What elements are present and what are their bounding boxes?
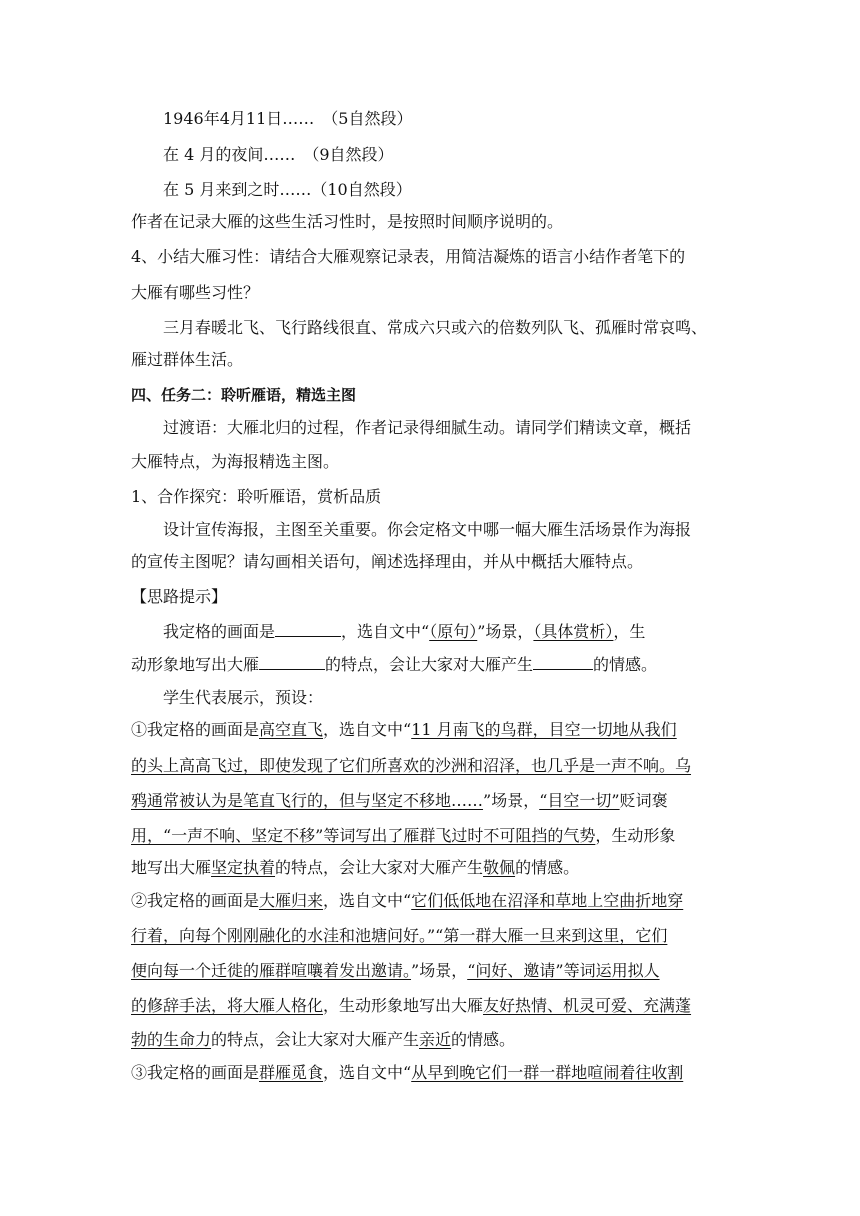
subheading: 1、合作探究：聆听雁语，赏析品质	[131, 487, 382, 506]
section-heading: 四、任务二：聆听雁语，精选主图	[131, 386, 357, 404]
example-2-cont: 便向每一个迁徙的雁群喧嚷着发出邀请。”场景，“问好、邀请”等词运用拟人	[131, 961, 660, 980]
text-line: 在 4 月的夜间…… （9自然段）	[163, 145, 394, 164]
question-4-cont: 大雁有哪些习性？	[131, 283, 260, 302]
example-2-cont: 勃的生命力的特点，会让大家对大雁产生亲近的情感。	[131, 1030, 516, 1049]
text-line: 作者在记录大雁的这些生活习性时，是按照时间顺序说明的。	[131, 212, 564, 231]
question-4: 4、小结大雁习性：请结合大雁观察记录表，用简洁凝炼的语言小结作者笔下的	[131, 247, 686, 266]
example-1: ①我定格的画面是高空直飞，选自文中“11 月南飞的鸟群，目空一切地从我们	[131, 720, 677, 739]
blank	[275, 622, 341, 637]
text-line: 学生代表展示，预设：	[163, 688, 324, 707]
task-text-cont: 的宣传主图呢？请勾画相关语句，阐述选择理由，并从中概括大雁特点。	[131, 552, 644, 571]
text-line: 在 5 月来到之时……（10自然段）	[163, 180, 412, 199]
answer-4: 三月春暖北飞、飞行路线很直、常成六只或六的倍数列队飞、孤雁时常哀鸣、	[163, 318, 708, 337]
example-2: ②我定格的画面是大雁归来，选自文中“它们低低地在沼泽和草地上空曲折地穿	[131, 891, 684, 910]
transition-text: 过渡语：大雁北归的过程，作者记录得细腻生动。请同学们精读文章，概括	[163, 418, 692, 437]
template-line: 我定格的画面是 ，选自文中“（原句）”场景，（具体赏析），生	[163, 622, 646, 641]
task-text: 设计宣传海报，主图至关重要。你会定格文中哪一幅大雁生活场景作为海报	[163, 520, 692, 539]
blank	[259, 655, 325, 670]
example-3: ③我定格的画面是群雁觅食，选自文中“从早到晚它们一群一群地喧闹着往收割	[131, 1063, 684, 1082]
example-2-cont: 行着，向每个刚刚融化的水洼和池塘问好。”“第一群大雁一旦来到这里，它们	[131, 926, 668, 945]
template-line-cont: 动形象地写出大雁 的特点，会让大家对大雁产生 的情感。	[131, 655, 658, 674]
text-line: 1946年4月11日…… （5自然段）	[163, 109, 413, 128]
example-1-cont: 鸦通常被认为是笔直飞行的，但与坚定不移地……”场景，“目空一切”贬词褒	[131, 791, 668, 810]
transition-text-cont: 大雁特点，为海报精选主图。	[131, 452, 340, 471]
hint-label: 【思路提示】	[131, 587, 228, 606]
example-2-cont: 的修辞手法，将大雁人格化，生动形象地写出大雁友好热情、机灵可爱、充满蓬	[131, 996, 692, 1015]
example-1-cont: 的头上高高飞过，即使发现了它们所喜欢的沙洲和沼泽，也几乎是一声不响。乌	[131, 756, 692, 775]
example-1-cont: 地写出大雁坚定执着的特点，会让大家对大雁产生敬佩的情感。	[131, 858, 580, 877]
example-1-cont: 用，“一声不响、坚定不移”等词写出了雁群飞过时不可阻挡的气势，生动形象	[131, 826, 676, 845]
answer-4-cont: 雁过群体生活。	[131, 350, 244, 369]
blank	[533, 655, 593, 670]
